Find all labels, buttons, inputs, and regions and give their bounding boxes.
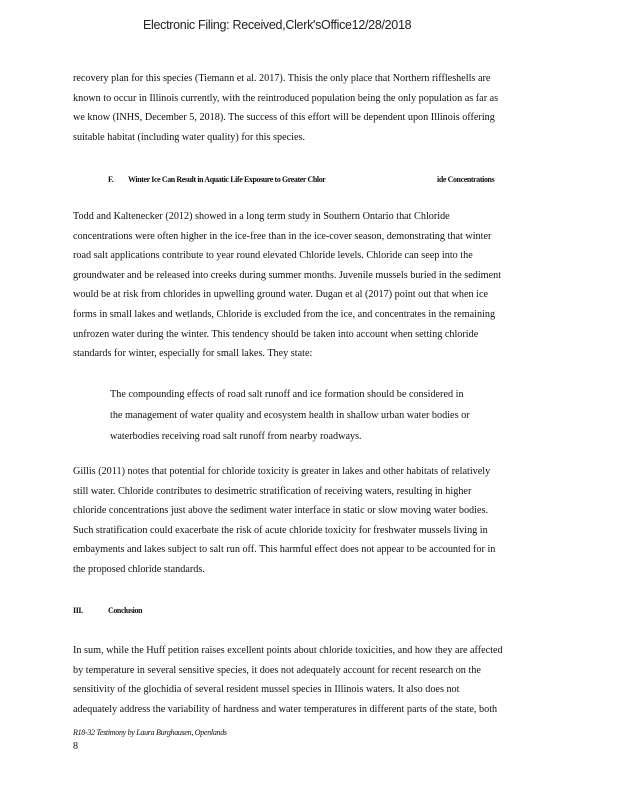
text-line: known to occur in Illinois currently, with the reintroduced population being the only population as far as bbox=[73, 92, 499, 104]
section-iii-numeral: III. bbox=[73, 605, 83, 615]
paragraph-gillis bbox=[73, 462, 549, 580]
quote-line: the management of water quality and ecosystem health in shallow urban water bodies or bbox=[110, 410, 470, 421]
paragraph-winter-ice bbox=[73, 207, 549, 364]
text-line: sensitivity of the glochidia of several resident mussel species in Illinois waters. It also does not bbox=[73, 684, 460, 696]
text-line: by temperature in several sensitive species, it does not adequately account for recent research on the bbox=[73, 664, 481, 676]
text-line: we know (INHS, December 5, 2018). The success of this effort will be dependent upon Illinois offering bbox=[73, 112, 495, 124]
text-line: chloride concentrations just above the sediment water interface in static or slow moving water bodies. bbox=[73, 505, 489, 517]
text-line: still water. Chloride contributes to desimetric stratification of receiving waters, resulting in higher bbox=[73, 485, 472, 497]
text-line: standards for winter, especially for small lakes. They state: bbox=[73, 348, 313, 360]
quote-line: waterbodies receiving road salt runoff from nearby roadways. bbox=[110, 431, 362, 442]
text-line: embayments and lakes subject to salt run off. This harmful effect does not appear to be accounted for in bbox=[73, 544, 496, 556]
text-line: the proposed chloride standards. bbox=[73, 563, 205, 575]
text-line: adequately address the variability of hardness and water temperatures in different parts of the state, both bbox=[73, 703, 498, 715]
text-line: In sum, while the Huff petition raises excellent points about chloride toxicities, and how they are affected bbox=[73, 645, 503, 656]
text-line: Such stratification could exacerbate the risk of acute chloride toxicity for freshwater mussels living in bbox=[73, 524, 488, 536]
text-line: Gillis (2011) notes that potential for chloride toxicity is greater in lakes and other habitats of relatively bbox=[73, 466, 491, 477]
text-line: road salt applications contribute to year round elevated Chloride levels. Chloride can seep into the bbox=[73, 250, 473, 262]
page-number: 8 bbox=[73, 741, 78, 752]
section-f-title-right: ide Concentrations bbox=[437, 174, 495, 184]
section-iii-title: Conclusion bbox=[108, 605, 143, 615]
text-line: Todd and Kaltenecker (2012) showed in a long term study in Southern Ontario that Chloride bbox=[73, 211, 450, 222]
text-line: recovery plan for this species (Tiemann et al. 2017). Thisis the only place that Northern riffleshells are bbox=[73, 73, 491, 84]
text-line: would be at risk from chlorides in upwelling ground water. Dugan et al (2017) point out that when ice bbox=[73, 289, 489, 301]
section-f-letter: F. bbox=[108, 174, 114, 184]
footer-citation: R18-32 Testimony by Laura Burghausen, Openlands bbox=[73, 728, 227, 737]
section-f-title-left: Winter Ice Can Result in Aquatic Life Exposure to Greater Chlor bbox=[128, 174, 326, 184]
paragraph-conclusion bbox=[73, 641, 549, 719]
filing-stamp: Electronic Filing: Received,Clerk'sOffice12/28/2018 bbox=[143, 18, 412, 32]
paragraph-recovery-plan bbox=[73, 69, 549, 147]
block-quote bbox=[110, 384, 510, 447]
text-line: forms in small lakes and wetlands, Chloride is excluded from the ice, and concentrates in the remaining bbox=[73, 308, 496, 320]
text-line: suitable habitat (including water quality) for this species. bbox=[73, 131, 305, 143]
quote-line: The compounding effects of road salt runoff and ice formation should be considered in bbox=[110, 389, 464, 400]
text-line: groundwater and be released into creeks during summer months. Juvenile mussels buried in the sediment bbox=[73, 269, 502, 281]
text-line: concentrations were often higher in the ice-free than in the ice-cover season, demonstrating that winter bbox=[73, 230, 492, 242]
text-line: unfrozen water during the winter. This tendency should be taken into account when setting chloride bbox=[73, 328, 479, 340]
